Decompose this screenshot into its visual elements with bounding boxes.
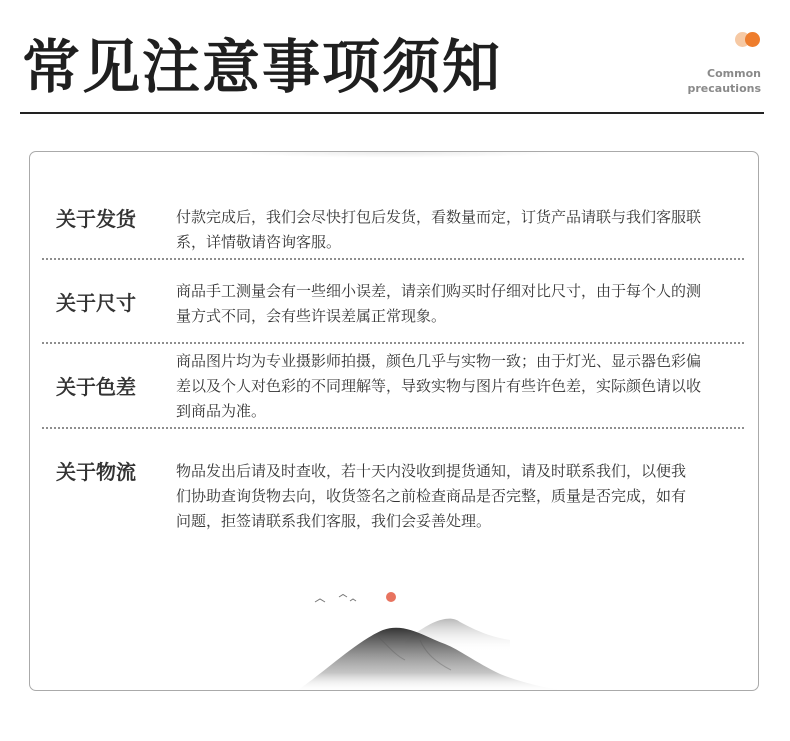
page-subtitle bbox=[688, 66, 762, 96]
section-label: 关于物流 bbox=[56, 460, 136, 484]
subtitle-line-1: Common bbox=[707, 67, 761, 80]
birds-icon bbox=[315, 595, 356, 603]
notice-panel bbox=[29, 151, 759, 691]
dotted-divider bbox=[42, 427, 744, 429]
ink-mountain-illustration bbox=[255, 582, 585, 691]
decorative-dots bbox=[735, 32, 765, 48]
section-label: 关于色差 bbox=[56, 375, 136, 399]
section-label: 关于尺寸 bbox=[56, 291, 136, 315]
section-text: 付款完成后，我们会尽快打包后发货，看数量而定，订货产品请联与我们客服联 系，详情敬请咨询客服。 bbox=[176, 208, 702, 251]
page-title: 常见注意事项须知 bbox=[22, 33, 503, 101]
header-rule bbox=[20, 112, 764, 114]
section-label: 关于发货 bbox=[56, 207, 136, 231]
dotted-divider bbox=[42, 258, 744, 260]
dot-orange-icon bbox=[745, 32, 760, 47]
panel-shine bbox=[230, 152, 560, 158]
section-text: 商品图片均为专业摄影师拍摄，颜色几乎与实物一致；由于灯光、显示器色彩偏 差以及个人对色彩的不同理解等，导致实物与图片有些许色差，实际颜色请以收 到商品为准。 bbox=[176, 352, 702, 420]
subtitle-line-2: precautions bbox=[687, 82, 761, 95]
red-sun-icon bbox=[386, 592, 396, 602]
dotted-divider bbox=[42, 342, 744, 344]
section-text: 商品手工测量会有一些细小误差，请亲们购买时仔细对比尺寸，由于每个人的测 量方式不同，会有些许误差属正常现象。 bbox=[176, 282, 702, 325]
section-text: 物品发出后请及时查收，若十天内没收到提货通知，请及时联系我们，以便我 们协助查询货物去向，收货签名之前检查商品是否完整，质量是否完成，如有 问题，拒签请联系我们客服，我们会妥善处理。 bbox=[176, 462, 687, 530]
